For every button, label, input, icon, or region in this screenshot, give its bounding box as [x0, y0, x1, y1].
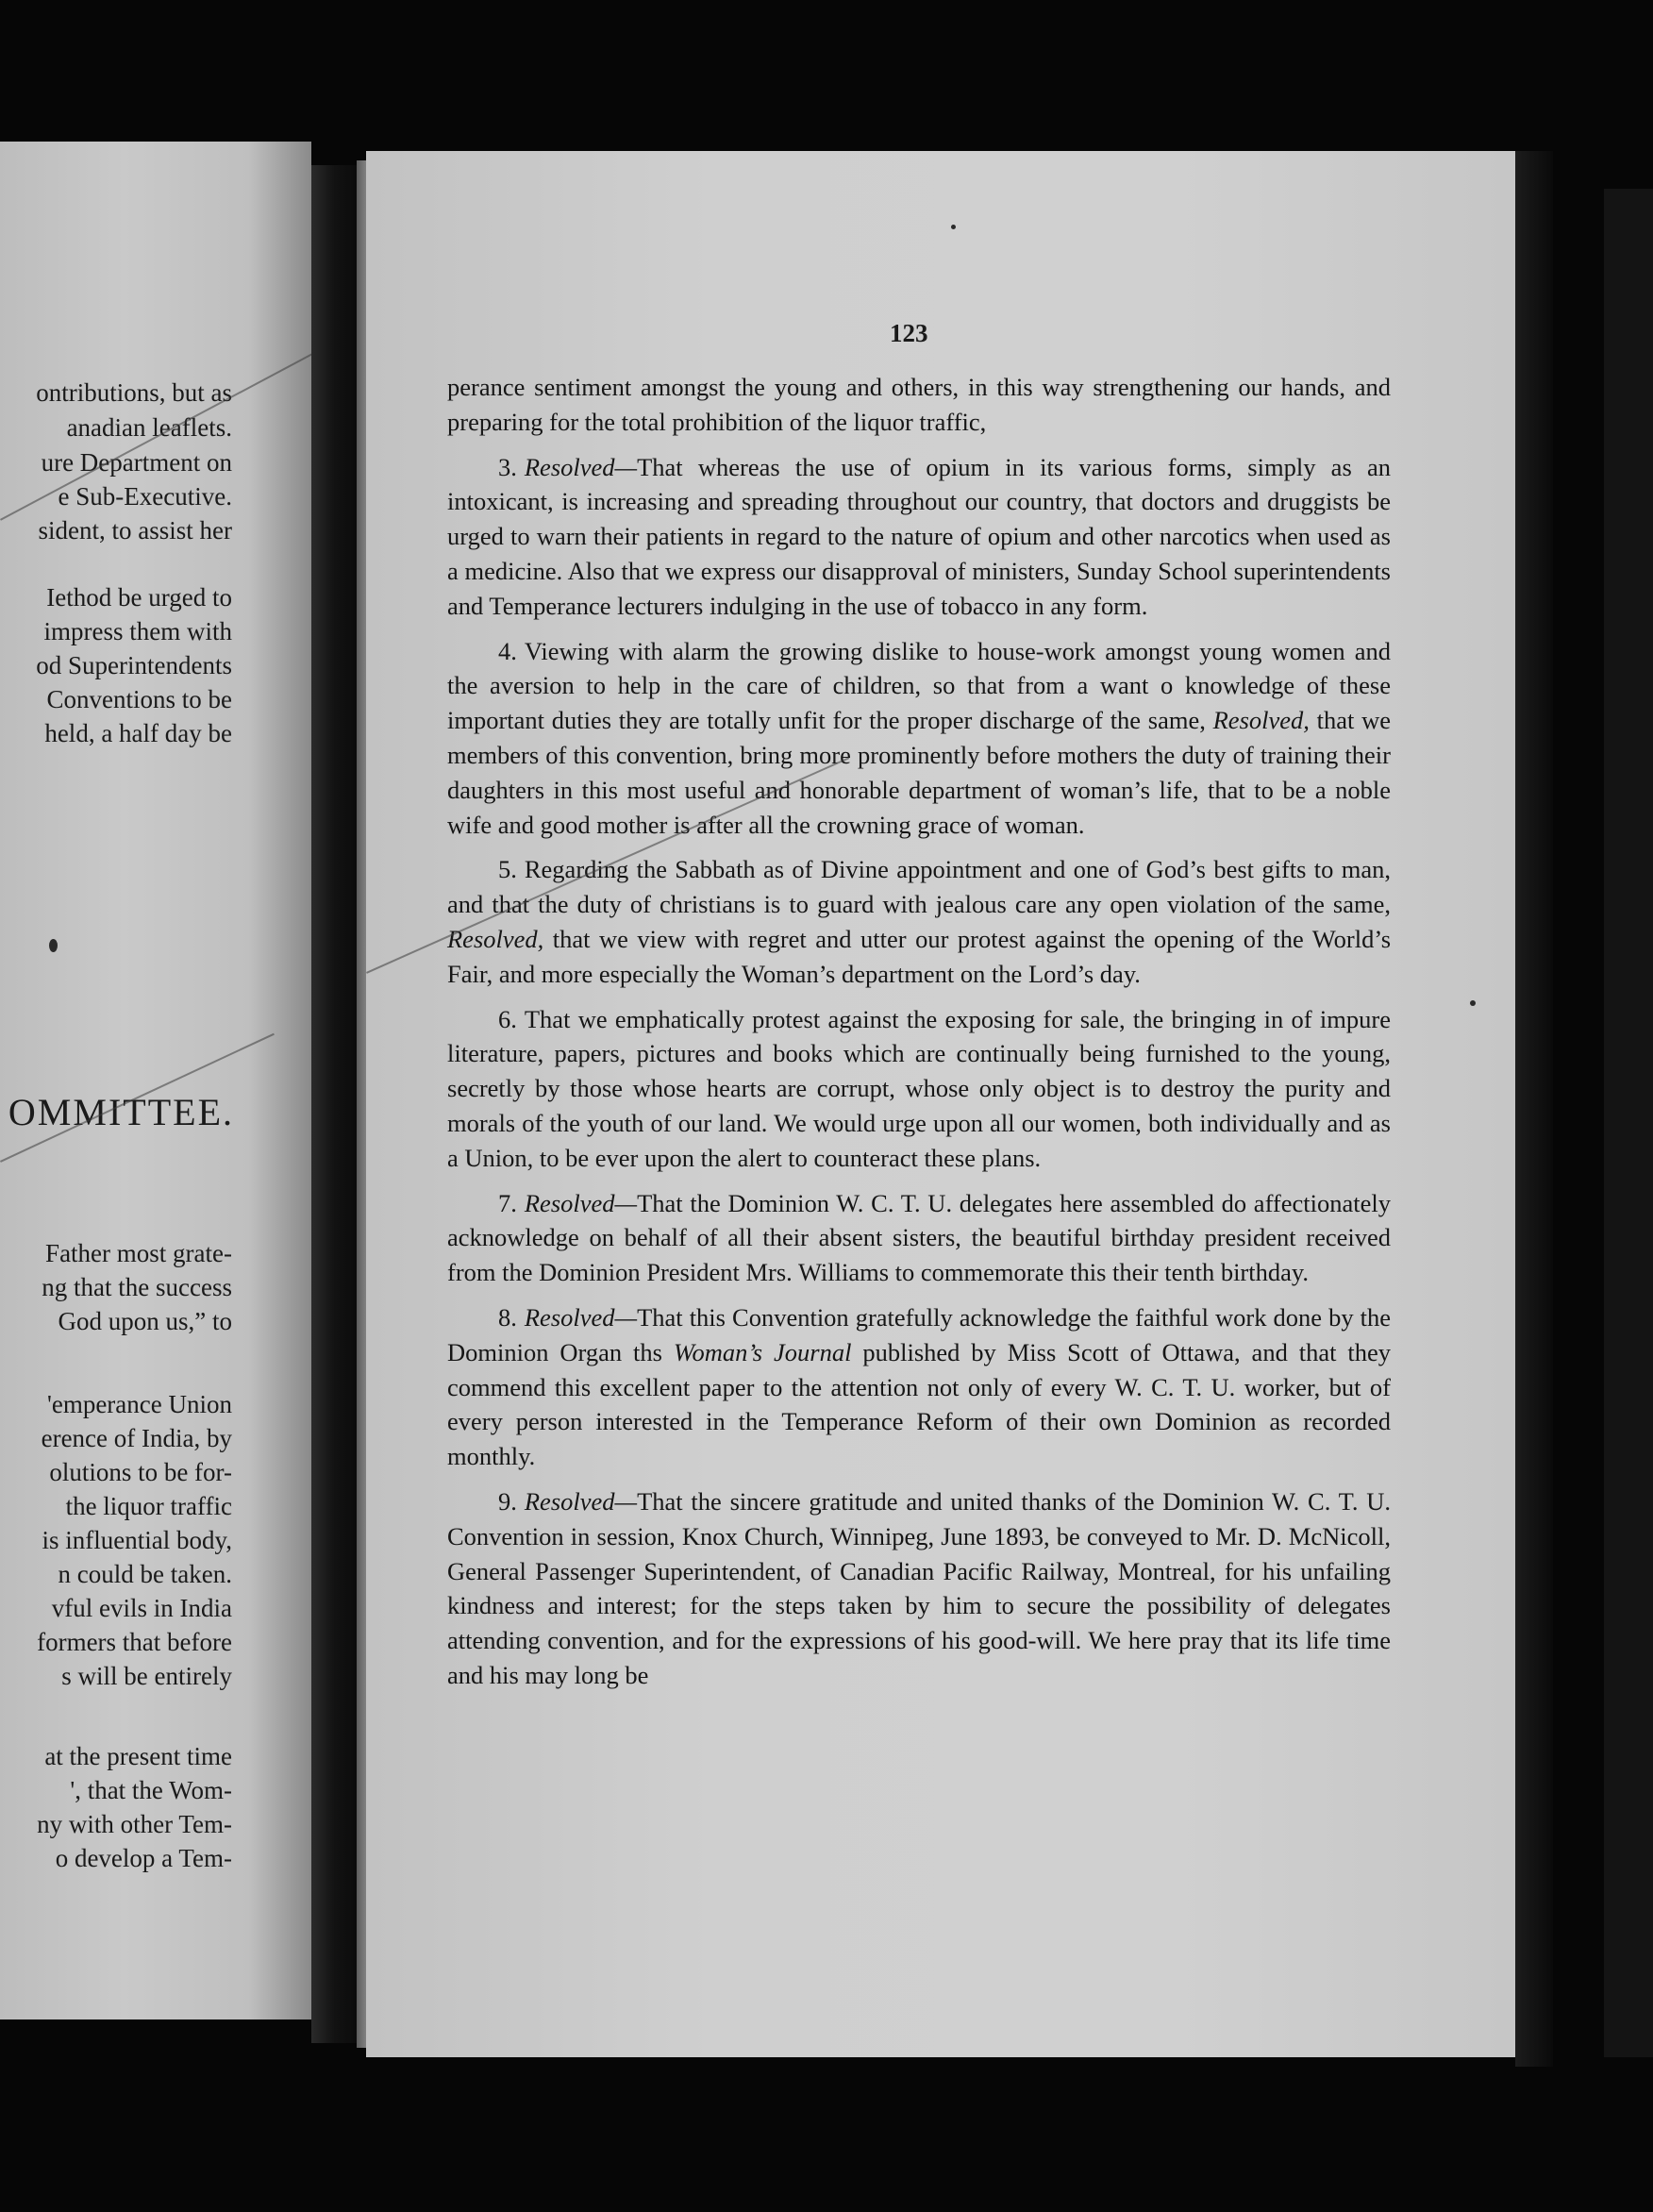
paragraph-text-before: That this Convention gratefully acknowledge the faithful work done by the Dominion Organ ths [447, 1302, 1391, 1366]
paragraph-number: 9. [498, 1486, 517, 1516]
paragraph-number: 8. [498, 1302, 517, 1332]
ink-speck [1470, 1000, 1476, 1006]
scanner-bed-edge [1604, 189, 1653, 2057]
paragraph-number: 6. [498, 1004, 517, 1033]
paragraph-text: That the sincere gratitude and united thanks of the Dominion W. C. T. U. Convention in session, Knox Church, Winnipeg, June 1893, be conveyed to Mr. D. McNicoll, General Passenger Superintendent, of Canadian Pacific Railway, Montreal, for his unfailing kindness and interest; for the steps taken by him to secure the possibility of delegates attending convention, and for the expressions of his good-will. We here pray that its life time and his may long be [447, 1486, 1391, 1689]
paragraph-text: that we members of this convention, bring more prominently before mothers the duty of training their daughters in this most useful and honorable department of woman’s life, that to be a noble wife and good mother is after all the crowning grace of woman. [447, 706, 1392, 839]
left-page-line: held, a half day be [44, 719, 232, 747]
left-page-line: Father most grate- [45, 1239, 232, 1267]
left-page-line: 'emperance Union [46, 1390, 232, 1418]
journal-title: Woman’s Journal [673, 1337, 852, 1366]
left-page-line: od Superintendents [36, 651, 232, 679]
paragraph-text: That whereas the use of opium in its various forms, simply as an intoxicant, is increasing and spreading throughout our country, that doctors and druggists be urged to warn their patients in regard to the nature of opium and other narcotics when used as a medicine. Also that we express our disapproval of ministers, Sunday School superintendents and Temperance lecturers indulging in the use of tobacco in any form. [447, 452, 1391, 620]
right-margin-shadow [1515, 151, 1553, 2067]
paragraph-text: published by Miss Scott of Ottawa, and that they commend this excellent paper to the attention not only of every W. C. T. U. worker, but of every person interested in the Temperance Reform of their own Dominion as recorded monthly. [447, 1337, 1391, 1471]
paragraph-text-before: Viewing with alarm the growing dislike to house-work amongst young women and the aversion to help in the care of children, so that from a want o knowledge of these important duties they are totally unfit for the proper discharge of the same, [447, 636, 1391, 735]
left-page-line: at the present time [44, 1742, 232, 1770]
left-page-line: sident, to assist her [38, 516, 232, 545]
left-page-line: n could be taken. [58, 1560, 232, 1588]
paragraph-text: That the Dominion W. C. T. U. delegates here assembled do affectionately acknowledge on behalf of all their absent sisters, the beautiful birthday president received from the Dominion President Mrs. Williams to commemorate this their tenth birthday. [447, 1188, 1391, 1287]
left-page-line: anadian leaflets. [66, 413, 232, 442]
paragraph-number: 5. [498, 855, 517, 884]
page-number: 123 [890, 319, 928, 347]
ink-speck [49, 939, 58, 952]
left-page-line: the liquor traffic [65, 1492, 232, 1520]
left-page-line: s will be entirely [61, 1662, 232, 1690]
left-page-line: vful evils in India [51, 1594, 232, 1622]
left-page-line: o develop a Tem- [55, 1844, 232, 1872]
resolved-lead: Resolved— [524, 1302, 638, 1332]
left-page-line: ', that the Wom- [70, 1776, 232, 1804]
paragraph-text: that we view with regret and utter our protest against the opening of the World’s Fair, and more especially the Woman’s department on the Lord’s day. [447, 924, 1392, 988]
resolved-inline: Resolved, [1212, 706, 1310, 735]
book-spine [311, 165, 359, 2043]
resolved-inline: Resolved, [447, 924, 544, 953]
left-page-line: olutions to be for- [49, 1458, 232, 1486]
left-page-line: God upon us,” to [58, 1307, 232, 1335]
page-body [447, 370, 1391, 1703]
paragraph-continuation [447, 370, 1391, 440]
resolved-lead: Resolved— [524, 1486, 638, 1516]
main-page [366, 151, 1515, 2057]
resolved-lead: Resolved— [524, 452, 638, 481]
left-page-line: Conventions to be [46, 685, 232, 713]
left-page-line: e Sub-Executive. [58, 482, 232, 511]
left-page-line: erence of India, by [41, 1424, 232, 1452]
left-page-line: is influential body, [42, 1526, 232, 1554]
paragraph-resolution-6 [447, 1002, 1391, 1176]
paragraph-resolution-3 [447, 450, 1391, 624]
resolved-lead: Resolved— [524, 1188, 638, 1217]
left-page-line: ontributions, but as [36, 378, 232, 407]
left-page-line: impress them with [43, 617, 232, 645]
left-page-line: ure Department on [41, 448, 232, 477]
left-page-line: ny with other Tem- [37, 1810, 232, 1838]
paragraph-resolution-7 [447, 1186, 1391, 1290]
left-page-line: ng that the success [42, 1273, 232, 1301]
left-page-heading: OMMITTEE. [8, 1091, 234, 1133]
left-page [0, 142, 311, 2019]
paragraph-resolution-8 [447, 1300, 1391, 1474]
paragraph-text-before: Regarding the Sabbath as of Divine appointment and one of God’s best gifts to man, and that the duty of christians is to guard with jealous care any open violation of the same, [447, 855, 1391, 919]
paragraph-text: That we emphatically protest against the exposing for sale, the bringing in of impure literature, papers, pictures and books which are continually being furnished to the young, secretly by those whose hearts are corrupt, whose only object is to destroy the purity and morals of the youth of our land. We would urge upon all our women, both individually and as a Union, to be ever upon the alert to counteract these plans. [447, 1004, 1391, 1172]
paragraph-text: perance sentiment amongst the young and others, in this way strengthening our hands, and preparing for the total prohibition of the liquor traffic, [447, 373, 1391, 436]
ink-speck [951, 225, 956, 229]
paragraph-number: 4. [498, 636, 517, 665]
paragraph-resolution-4 [447, 634, 1391, 843]
paragraph-number: 3. [498, 452, 517, 481]
paragraph-resolution-9 [447, 1484, 1391, 1693]
left-page-line: formers that before [37, 1628, 232, 1656]
paragraph-number: 7. [498, 1188, 517, 1217]
left-page-line: Iethod be urged to [46, 583, 232, 612]
